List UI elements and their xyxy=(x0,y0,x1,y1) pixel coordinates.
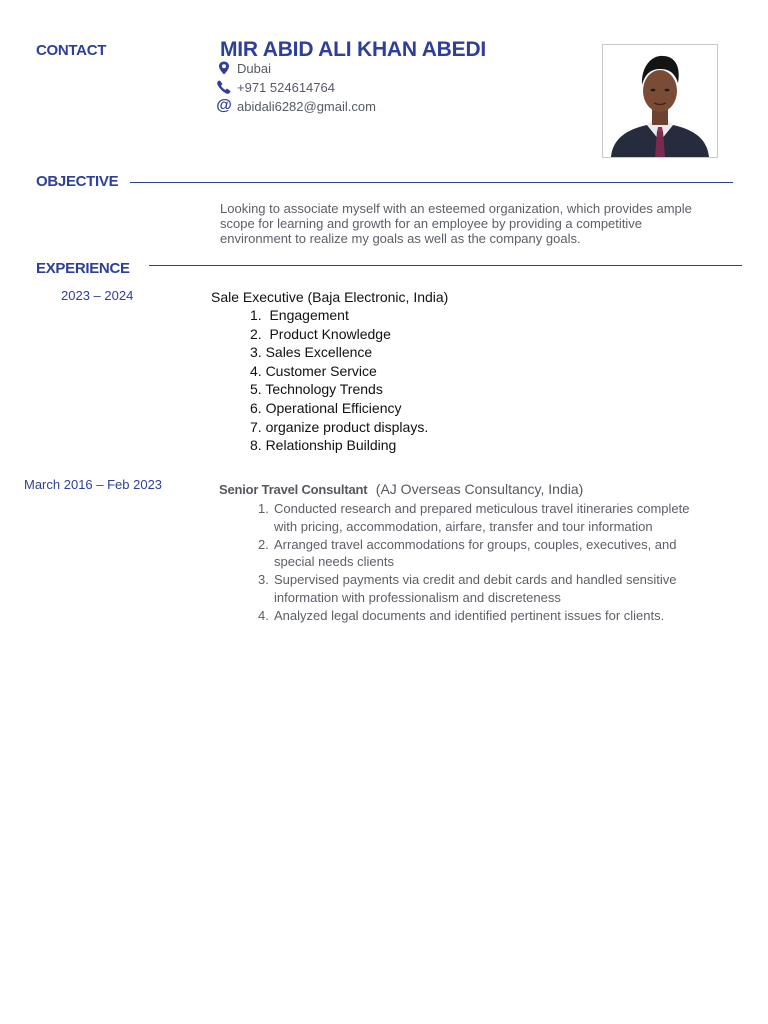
experience-divider xyxy=(149,265,742,266)
list-item: 4. Customer Service xyxy=(250,362,377,379)
list-number: 4. xyxy=(258,607,269,623)
job-dates: 2023 – 2024 xyxy=(61,288,134,303)
email-text[interactable]: abidali6282@gmail.com xyxy=(237,98,376,114)
list-text: Arranged travel accommodations for groups, couples, executives, and special needs clients xyxy=(274,536,677,569)
job-company: (AJ Overseas Consultancy, India) xyxy=(375,481,584,497)
list-item: 3. Sales Excellence xyxy=(250,344,373,361)
contact-phone xyxy=(216,79,335,95)
location-text: Dubai xyxy=(237,60,271,76)
candidate-name: MIR ABID ALI KHAN ABEDI xyxy=(220,38,487,61)
experience-heading: EXPERIENCE xyxy=(36,260,130,277)
phone-icon xyxy=(216,79,232,95)
objective-divider xyxy=(130,182,733,183)
list-item xyxy=(258,536,708,571)
list-item xyxy=(258,571,708,606)
list-text: Supervised payments via credit and debit cards and handled sensitive information with professionalism and discreteness xyxy=(274,572,677,605)
list-text: Conducted research and prepared meticulous travel itineraries complete with pricing, accommodation, airfare, transfer and tour information xyxy=(274,501,690,534)
list-number: 2. xyxy=(258,536,269,552)
list-number: 3. xyxy=(258,572,269,587)
contact-location xyxy=(216,60,271,76)
list-item: 5. Technology Trends xyxy=(250,381,383,398)
list-item: 6. Operational Efficiency xyxy=(250,399,402,416)
job-duties-list xyxy=(250,306,428,455)
objective-heading: OBJECTIVE xyxy=(36,173,119,190)
list-text: Analyzed legal documents and identified pertinent issues for clients. xyxy=(274,607,665,623)
job-dates: March 2016 – Feb 2023 xyxy=(24,477,163,492)
list-number: 1. xyxy=(258,501,269,516)
list-item: 2. Product Knowledge xyxy=(250,325,391,342)
list-item: 1. Engagement xyxy=(250,307,349,323)
map-pin-icon xyxy=(216,60,232,76)
list-item: 7. organize product displays. xyxy=(250,418,429,435)
job-title: Senior Travel Consultant xyxy=(219,482,368,497)
objective-text: Looking to associate myself with an esteemed organization, which provides ample scope for learning and growth for an employee by providing a competitive environment to realize my goals as well as the company goals. xyxy=(220,201,692,246)
job-header xyxy=(219,481,583,499)
list-item: 8. Relationship Building xyxy=(250,437,397,454)
contact-email xyxy=(216,98,376,114)
list-item xyxy=(258,500,708,535)
contact-heading: CONTACT xyxy=(36,42,107,59)
profile-photo xyxy=(602,44,718,158)
job-title: Sale Executive (Baja Electronic, India) xyxy=(211,289,449,305)
at-sign-icon: @ xyxy=(216,97,232,114)
list-item xyxy=(258,607,708,625)
phone-text: +971 524614764 xyxy=(237,79,335,95)
job-duties-list xyxy=(258,500,708,625)
